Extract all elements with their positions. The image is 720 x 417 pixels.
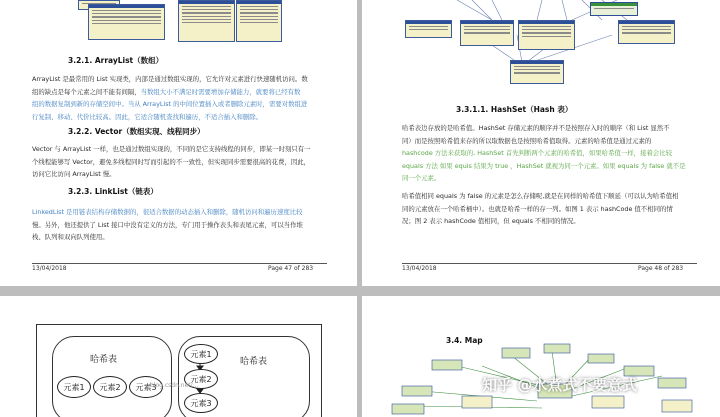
arraylist-paragraph: [32, 73, 332, 123]
map-uml-diagram: [362, 296, 720, 417]
hashset-line-4: equals 方法 如果 equls 结果为 true ，HashSet 就视为同一个元素。如果 equals 为 false 就不是: [402, 161, 686, 170]
footer-rule: [32, 263, 327, 264]
linklist-paragraph: [32, 206, 332, 244]
document-page-47: [0, 0, 357, 286]
footer-page-number: Page 47 of 283: [268, 265, 314, 272]
arraylist-line-1: ArrayList 是最常用的 List 实现类，内部是通过数组实现的，它允许对元素进行快速随机访问。数: [32, 75, 308, 83]
zhihu-watermark: 知乎 @水煮式不要意式: [482, 376, 638, 394]
vector-line-2: 个线程能够写 Vector，避免多线程同时写而引起的不一致性，但实现同步需要很高的花费，因此，: [32, 157, 311, 166]
right-element-3: 元素3: [184, 393, 218, 413]
hash-equals-line-2: 同的元素放在一个哈希桶中）。也就是哈希一样的存一列。如图 1 表示 hashCode 值不相同的情: [402, 204, 673, 213]
linklist-line-1: LinkedList 是用链表结构存储数据的，很适合数据的动态插入和删除，随机访问和遍历速度比较: [32, 208, 303, 216]
hash-equals-line-3: 况；图 2 表示 hashCode 值相同，但 equals 不相同的情况。: [402, 217, 580, 225]
hashset-line-2: 同）而是按照哈希值来存的所以取数据也是按照哈希值取得。元素的哈希值是通过元素的: [402, 136, 652, 145]
right-element-1: 元素1: [184, 344, 218, 364]
footer-page-number: Page 48 of 283: [638, 265, 684, 272]
footer-date: 13/04/2018: [402, 265, 437, 272]
vector-line-1: Vector 与 ArrayList 一样，也是通过数组实现的，不同的是它支持线程的同步，即某一时刻只有一: [32, 145, 311, 153]
vector-line-3: 访问它比访问 ArrayList 慢。: [32, 170, 116, 178]
hash-table-right-label: 哈希表: [240, 357, 268, 367]
linklist-line-2: 慢。另外，他还提供了 List 接口中没有定义的方法，专门用于操作表头和表尾元素，可以当作堆: [32, 220, 303, 229]
uml-interface-box: [590, 2, 638, 16]
hashset-line-3: hashcode 方法来获取的, HashSet 首先判断两个元素的哈希值，如果哈希值一样，接着会比较: [402, 149, 672, 157]
uml-class-box: [405, 20, 452, 38]
section-heading-hashset: 3.3.1.1. HashSet（Hash 表）: [456, 105, 573, 114]
faint-watermark: blog.csdn.net/...: [150, 382, 199, 389]
left-element-2: 元素2: [93, 376, 127, 398]
linklist-line-3: 栈、队列和双向队列使用。: [32, 233, 109, 241]
uml-class-box: [518, 20, 575, 50]
left-element-1: 元素1: [57, 376, 91, 398]
section-heading-linklist: 3.2.3. LinkList（链表）: [68, 187, 158, 196]
document-page-49: [0, 296, 357, 417]
hashset-line-1: 哈希表边存放的是哈希值。HashSet 存储元素的顺序并不是按照存入时的顺序（和 List 显然不: [402, 124, 670, 132]
section-heading-map: 3.4. Map: [446, 336, 483, 345]
uml-class-box: [236, 0, 282, 42]
arraylist-line-2: 组的缺点是每个元素之间不能有间隔，当数组大小不满足时需要增加存储能力，就要将已经有数: [32, 87, 301, 96]
hash-equals-line-1: 哈希值相同 equals 为 false 的元素是怎么存储呢,就是在同样的哈希值下顺延（可以认为哈希值相: [402, 192, 679, 200]
uml-class-box: [618, 20, 675, 44]
hash-chain-arrows: [0, 296, 357, 417]
uml-class-box: [510, 60, 564, 84]
hashset-paragraph: [402, 122, 702, 185]
section-heading-vector: 3.2.2. Vector（数组实现、线程同步）: [68, 127, 205, 136]
uml-class-box: [460, 20, 514, 46]
left-element-3: 元素3: [129, 376, 163, 398]
hash-equals-paragraph: [402, 190, 702, 228]
section-heading-arraylist: 3.2.1. ArrayList（数组）: [68, 56, 164, 65]
footer-rule: [402, 263, 697, 264]
arraylist-line-4: 行复制、移动、代价比较高。因此，它适合随机查找和遍历，不适合插入和删除。: [32, 112, 263, 121]
hashset-line-5: 同一个元素。: [402, 174, 441, 182]
uml-class-box: [88, 4, 165, 40]
arraylist-line-3: 组的数据复制到新的存储空间中。当从 ArrayList 的中间位置插入或者删除元素时，需要对数组进: [32, 100, 308, 108]
hash-table-left-label: 哈希表: [90, 355, 118, 365]
vector-paragraph: [32, 143, 332, 181]
right-element-2: 元素2: [184, 369, 218, 389]
document-page-50: [362, 296, 720, 417]
footer-date: 13/04/2018: [32, 265, 67, 272]
uml-class-box: [178, 0, 235, 42]
document-page-48: [362, 0, 720, 286]
